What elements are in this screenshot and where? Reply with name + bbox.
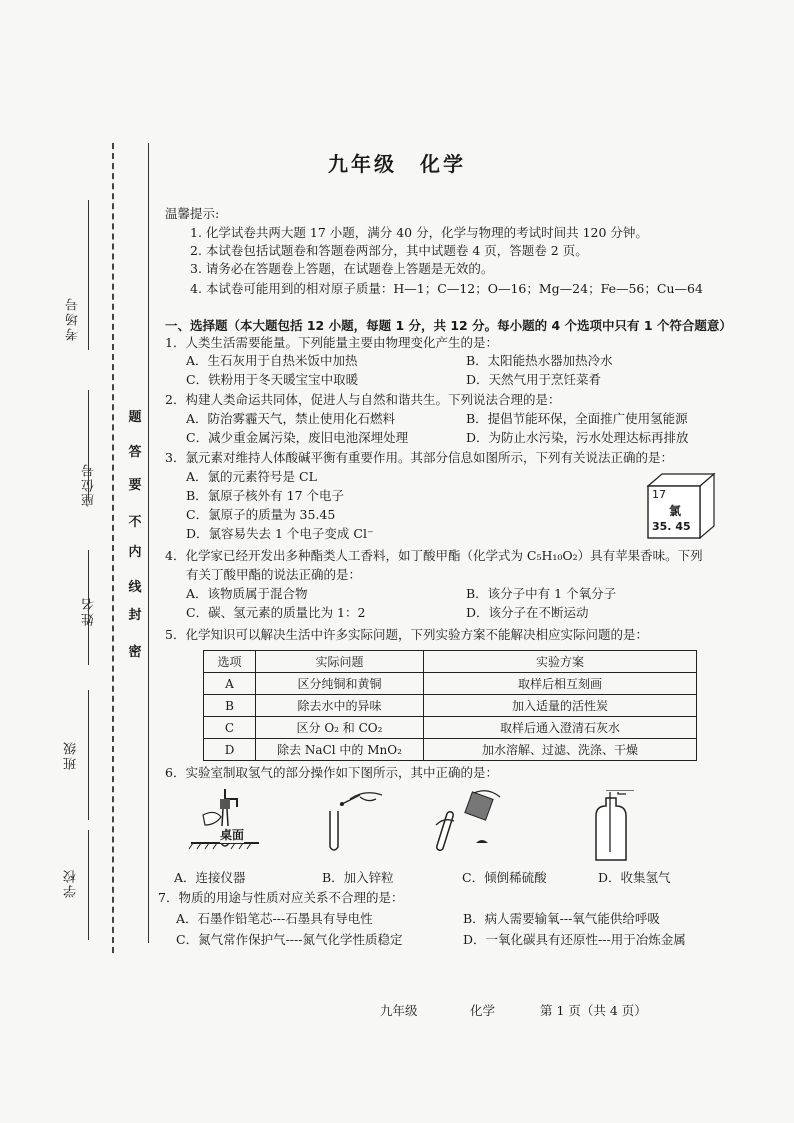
table-header: 选项 — [204, 651, 256, 673]
tip-item: 1. 化学试卷共两大题 17 小题，满分 40 分，化学与物理的考试时间共 120 分钟。 — [190, 225, 648, 240]
figure-caption: B．加入锌粒 — [322, 870, 394, 885]
desk-label: 桌面 — [220, 828, 245, 842]
question-stem: 5．化学知识可以解决生活中许多实际问题，下列实验方案不能解决相应实际问题的是： — [165, 627, 648, 642]
binding-frame-line — [148, 143, 149, 943]
table-cell: 取样后相互刻画 — [424, 673, 697, 695]
seal-char: 答 — [128, 445, 142, 460]
option-text: D．该分子在不断运动 — [466, 605, 589, 620]
option-text: C．碳、氢元素的质量比为 1：2 — [186, 605, 366, 620]
field-seat: 座位号 — [82, 462, 97, 507]
option-text: B．提倡节能环保，全面推广使用氢能源 — [466, 411, 688, 426]
option-text: A．生石灰用于自热米饭中加热 — [186, 353, 358, 368]
table-cell: 除去水中的异味 — [256, 695, 424, 717]
figure-caption: A．连接仪器 — [174, 870, 246, 885]
option-text: C．氯原子的质量为 35.45 — [186, 507, 336, 522]
question-stem: 4．化学家已经开发出多种酯类人工香料，如丁酸甲酯（化学式为 C₅H₁₀O₂）具有苹果香味。下列 — [165, 548, 703, 563]
table-row — [204, 695, 697, 717]
table-cell: B — [204, 695, 256, 717]
figure-caption: D．收集氢气 — [598, 870, 671, 885]
table-cell: 取样后通入澄清石灰水 — [424, 717, 697, 739]
table-header: 实验方案 — [424, 651, 697, 673]
option-text: B．病人需要输氧---氧气能供给呼吸 — [463, 911, 660, 926]
q5-table — [203, 650, 697, 761]
page-title: 九年级 化学 — [328, 152, 466, 176]
footer-grade: 九年级 — [380, 1003, 418, 1018]
field-exam-room: 考场号 — [66, 296, 81, 341]
option-text: C．氮气常作保护气----氮气化学性质稳定 — [176, 932, 403, 947]
option-text: A．防治雾霾天气，禁止使用化石燃料 — [186, 411, 396, 426]
table-cell: A — [204, 673, 256, 695]
table-cell: 加入适量的活性炭 — [424, 695, 697, 717]
seal-char: 不 — [128, 515, 142, 530]
question-stem: 1．人类生活需要能量。下列能量主要由物理变化产生的是： — [165, 335, 498, 350]
table-row — [204, 739, 697, 761]
table-cell: D — [204, 739, 256, 761]
table-cell: 加水溶解、过滤、洗涤、干燥 — [424, 739, 697, 761]
option-text: D．天然气用于烹饪菜肴 — [466, 372, 602, 387]
figure-add-zinc — [310, 785, 390, 855]
element-number: 17 — [652, 488, 666, 501]
field-class-line — [88, 690, 89, 820]
figure-pour-acid — [430, 785, 520, 860]
option-text: D．为防止水污染，污水处理达标再排放 — [466, 430, 689, 445]
table-header-row — [204, 651, 697, 673]
tips-heading: 温馨提示: — [165, 206, 220, 221]
tip-item: 2. 本试卷包括试题卷和答题卷两部分，其中试题卷 4 页，答题卷 2 页。 — [190, 243, 588, 258]
option-text: B．氯原子核外有 17 个电子 — [186, 488, 345, 503]
question-stem: 2．构建人类命运共同体，促进人与自然和谐共生。下列说法合理的是： — [165, 392, 561, 407]
option-text: B．该分子中有 1 个氧分子 — [466, 586, 617, 601]
tip-item: 3. 请务必在答题卷上答题，在试题卷上答题是无效的。 — [190, 261, 494, 276]
option-text: A．石墨作铅笔芯---石墨具有导电性 — [176, 911, 373, 926]
element-mass: 35. 45 — [652, 520, 691, 533]
figure-collect-hydrogen — [582, 790, 642, 865]
table-cell: 区分纯铜和黄铜 — [256, 673, 424, 695]
seal-char: 题 — [128, 410, 142, 425]
option-text: D．一氧化碳具有还原性---用于冶炼金属 — [463, 932, 686, 947]
question-stem: 6．实验室制取氢气的部分操作如下图所示，其中正确的是： — [165, 765, 498, 780]
tip-item: 4. 本试卷可能用到的相对原子质量：H—1；C—12；O—16；Mg—24；Fe—56；Cu—64 — [190, 281, 703, 296]
seal-char: 内 — [128, 545, 142, 560]
option-text: B．太阳能热水器加热冷水 — [466, 353, 613, 368]
table-cell: 区分 O₂ 和 CO₂ — [256, 717, 424, 739]
table-cell: C — [204, 717, 256, 739]
table-cell: 除去 NaCl 中的 MnO₂ — [256, 739, 424, 761]
field-name: 姓名 — [82, 596, 97, 626]
field-school-line — [88, 830, 89, 940]
field-name-line — [88, 550, 89, 665]
table-row — [204, 673, 697, 695]
option-text: A．该物质属于混合物 — [186, 586, 308, 601]
question-stem-cont: 有关丁酸甲酯的说法正确的是： — [186, 567, 362, 582]
section-heading: 一、选择题（本大题包括 12 小题，每题 1 分，共 12 分。每小题的 4 个选项中只有 1 个符合题意） — [165, 318, 732, 333]
seal-char: 封 — [128, 608, 142, 623]
figure-caption: C．倾倒稀硫酸 — [462, 870, 547, 885]
footer-page: 第 1 页（共 4 页） — [540, 1003, 647, 1018]
field-class: 班级 — [64, 740, 79, 770]
footer-subject: 化学 — [470, 1003, 496, 1018]
seal-char: 线 — [128, 580, 142, 595]
field-exam-room-line — [88, 200, 89, 350]
option-text: C．减少重金属污染，废旧电池深埋处理 — [186, 430, 409, 445]
seal-char: 要 — [128, 478, 142, 493]
seal-char: 密 — [128, 645, 142, 660]
option-text: C．铁粉用于冬天暖宝宝中取暖 — [186, 372, 359, 387]
question-stem: 3．氯元素对维持人体酸碱平衡有重要作用。其部分信息如图所示，下列有关说法正确的是： — [165, 450, 673, 465]
table-row — [204, 717, 697, 739]
table-header: 实际问题 — [256, 651, 424, 673]
field-school: 学校 — [64, 868, 79, 898]
option-text: A．氯的元素符号是 CL — [186, 469, 317, 484]
field-seat-line — [88, 390, 89, 500]
option-text: D．氯容易失去 1 个电子变成 Cl⁻ — [186, 526, 374, 541]
figure-connect-instrument — [185, 785, 265, 855]
binding-dash-line — [112, 143, 114, 953]
element-name: 氯 — [669, 504, 682, 518]
question-stem: 7．物质的用途与性质对应关系不合理的是： — [158, 890, 404, 905]
